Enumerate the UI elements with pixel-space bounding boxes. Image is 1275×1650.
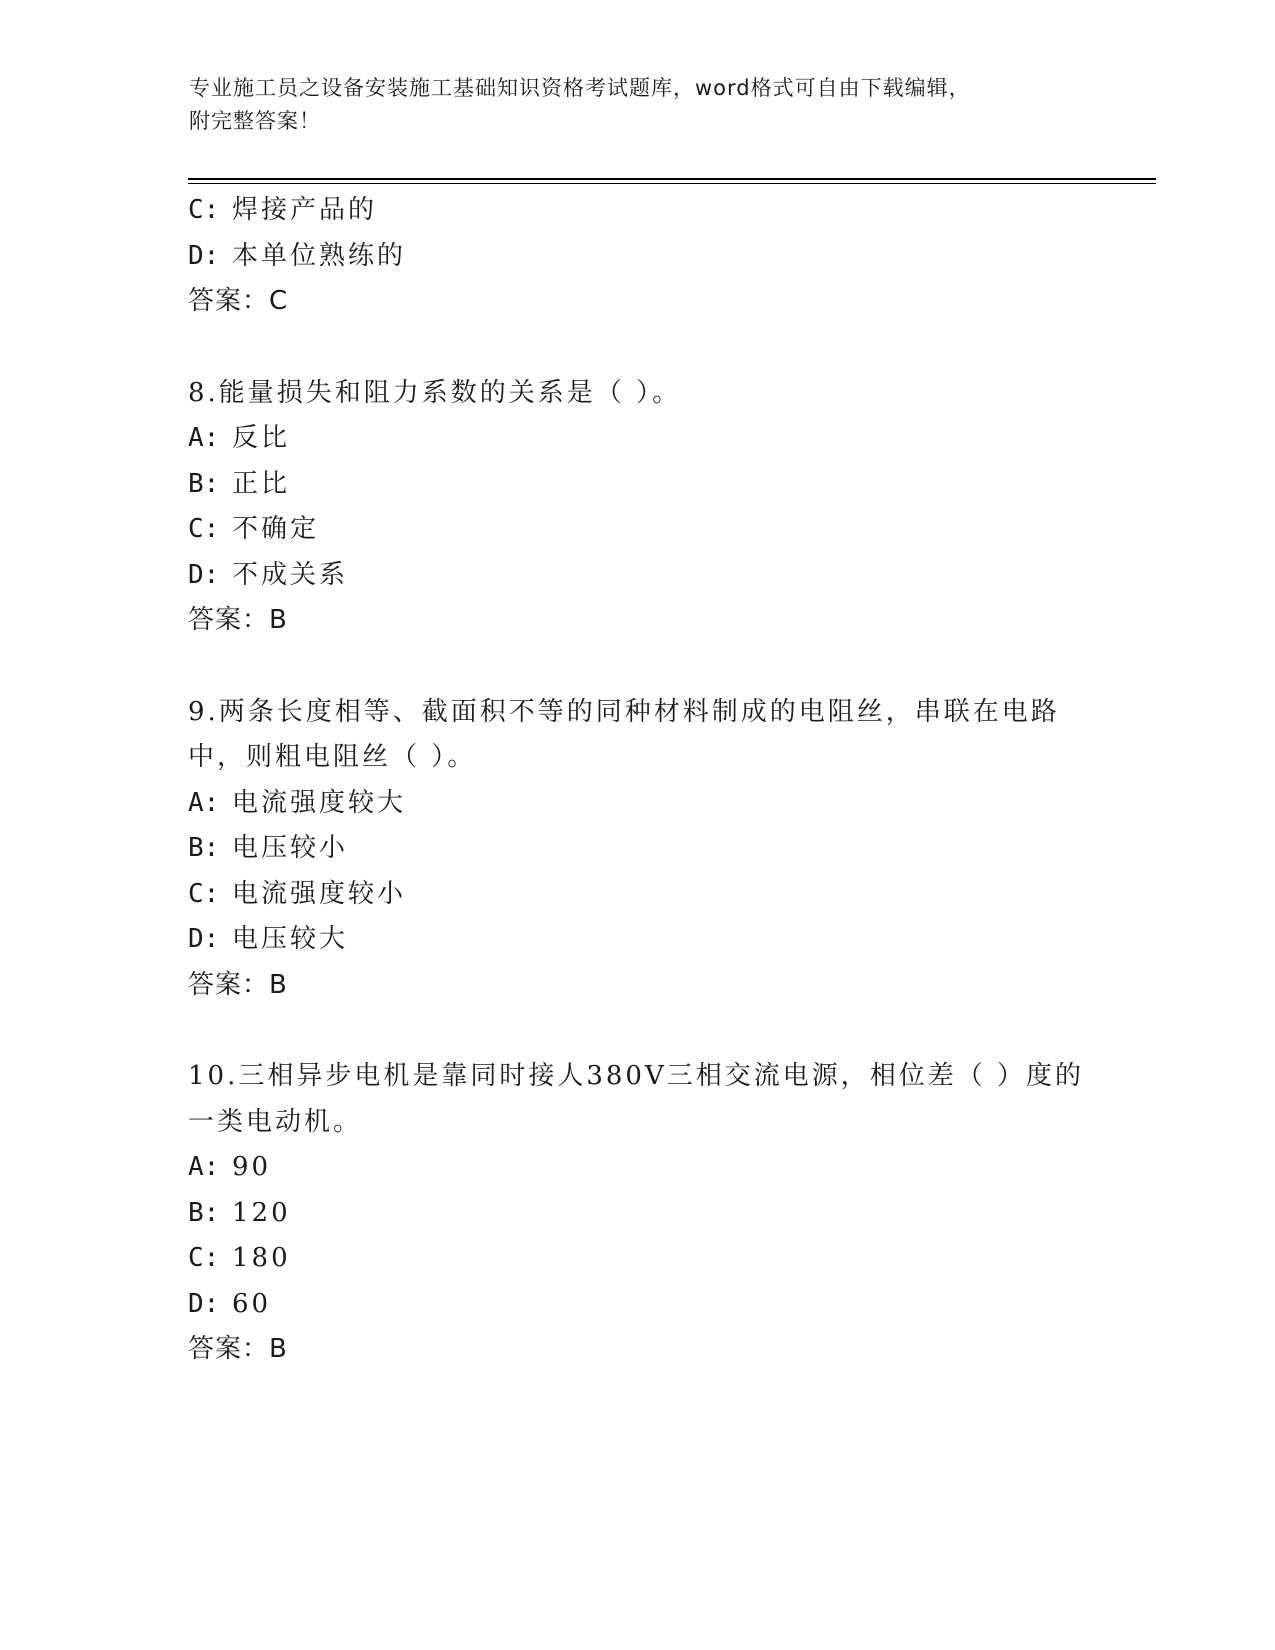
option-label: B: (188, 833, 220, 863)
option-text: 不成关系 (232, 559, 349, 590)
option-a (188, 1145, 1088, 1191)
question-text: 8.能量损失和阻力系数的关系是（ ）。 (188, 377, 682, 408)
option-label: D: (188, 559, 220, 590)
question-list (188, 188, 1088, 1373)
option-c (188, 507, 1088, 553)
option-text: 本单位熟练的 (232, 240, 407, 271)
option-text: 120 (232, 1197, 291, 1228)
option-d (188, 234, 1088, 280)
option-text: 反比 (232, 423, 291, 453)
question-block-10 (188, 1054, 1088, 1373)
option-label: A: (188, 787, 220, 818)
option-label: A: (188, 423, 220, 453)
question-block-8 (188, 371, 1088, 644)
option-text: 电流强度较大 (232, 787, 407, 818)
option-text: 电压较大 (232, 924, 349, 954)
question-text: 9.两条长度相等、截面积不等的同种材料制成的电阻丝，串联在电路中，则粗电阻丝（ ）。 (188, 696, 1060, 772)
document-header (189, 72, 1069, 138)
header-line-1: 专业施工员之设备安装施工基础知识资格考试题库，word格式可自由下载编辑， (189, 76, 971, 100)
option-text: 不确定 (232, 514, 320, 544)
option-text: 焊接产品的 (232, 195, 378, 225)
answer-line: 答案：B (188, 605, 288, 635)
answer-line: 答案：B (188, 969, 288, 1000)
question-block-7 (188, 188, 1088, 325)
spacer (188, 1008, 1088, 1054)
question-text: 10.三相异步电机是靠同时接人380V三相交流电源，相位差（ ）度的一类电动机。 (188, 1061, 1085, 1137)
option-label: C: (188, 514, 220, 544)
option-a (188, 781, 1088, 827)
option-text: 90 (232, 1152, 272, 1182)
spacer (188, 644, 1088, 690)
option-text: 电流强度较小 (232, 878, 407, 909)
option-b (188, 826, 1088, 872)
answer-line: 答案：C (188, 286, 289, 316)
option-label: C: (188, 878, 220, 909)
header-divider-thin (188, 183, 1156, 184)
option-d (188, 1282, 1088, 1328)
option-c (188, 188, 1088, 234)
option-label: C: (188, 1243, 220, 1273)
option-a (188, 416, 1088, 462)
header-line-2: 附完整答案！ (189, 109, 321, 133)
option-b (188, 462, 1088, 508)
option-text: 180 (232, 1243, 291, 1273)
option-c (188, 872, 1088, 918)
option-label: B: (188, 1197, 220, 1228)
option-text: 正比 (232, 468, 291, 499)
option-c (188, 1236, 1088, 1282)
option-b (188, 1191, 1088, 1237)
option-d (188, 553, 1088, 599)
option-label: D: (188, 1288, 220, 1319)
option-label: A: (188, 1152, 220, 1182)
option-label: D: (188, 924, 220, 954)
option-label: D: (188, 240, 220, 271)
spacer (188, 325, 1088, 371)
option-d (188, 917, 1088, 963)
option-text: 60 (232, 1288, 272, 1319)
question-block-9 (188, 690, 1088, 1009)
option-label: C: (188, 195, 220, 225)
option-text: 电压较小 (232, 833, 349, 863)
answer-line: 答案：B (188, 1334, 288, 1364)
option-label: B: (188, 468, 220, 499)
header-divider-thick (188, 178, 1156, 180)
